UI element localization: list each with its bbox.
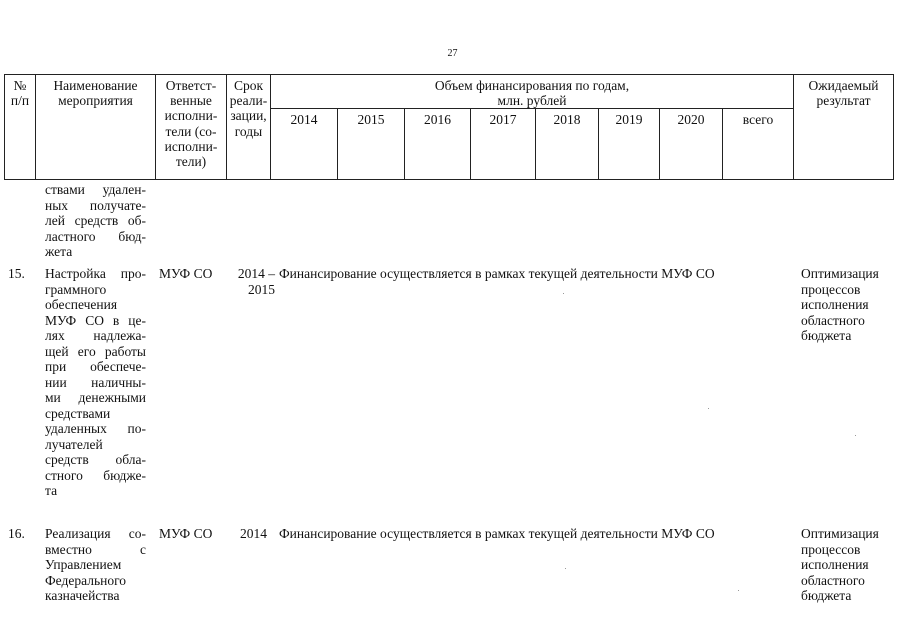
row-number: 16. [8, 526, 25, 541]
header-result: Ожидаемый результат [808, 78, 879, 109]
row-result: Оптимизация процессов исполнения областного бюджета [801, 266, 879, 343]
row-name: Настройка про- граммного обеспечения МУФ СО в це- лях надлежа- щей его работы при обеспече- нии наличны- ми денежными средствами удаленных по- лучателей средств обла- стного бюдже- та [45, 266, 146, 498]
header-year-2015: 2015 [357, 112, 385, 127]
header-year-2018: 2018 [553, 112, 581, 127]
row-responsible: МУФ СО [159, 266, 213, 281]
row-funding: Финансирование осуществляется в рамках текущей деятельности МУФ СО [279, 266, 715, 281]
header-year-2019: 2019 [615, 112, 643, 127]
scan-speck [738, 590, 739, 591]
header-term: Срок реали- зации, годы [229, 78, 268, 139]
row-term: 2014 [240, 526, 267, 541]
page-number: 27 [447, 48, 458, 59]
header-year-2020: 2020 [677, 112, 705, 127]
header-total: всего [742, 112, 774, 127]
header-name: Наименование мероприятия [53, 78, 138, 109]
table-header [4, 74, 894, 180]
continuation-text: ствами удален- ных получате- лей средств об- ластного бюд- жета [45, 182, 146, 259]
scan-speck [563, 293, 564, 294]
scan-speck [708, 408, 709, 409]
row-responsible: МУФ СО [159, 526, 213, 541]
row-result: Оптимизация процессов исполнения областного бюджета [801, 526, 879, 603]
header-responsible: Ответст- венные исполни- тели (со- исполни- тели) [164, 78, 218, 170]
row-term: 2014 – 2015 [237, 266, 275, 297]
scan-speck [565, 568, 566, 569]
header-num: № п/п [10, 78, 30, 109]
header-funding-title: Объем финансирования по годам, млн. рублей [434, 78, 630, 109]
header-year-2016: 2016 [424, 112, 451, 127]
row-funding: Финансирование осуществляется в рамках текущей деятельности МУФ СО [279, 526, 715, 541]
row-name: Реализация со- вместно с Управлением Федерального казначейства [45, 526, 146, 603]
row-number: 15. [8, 266, 25, 281]
header-year-2014: 2014 [290, 112, 318, 127]
header-year-2017: 2017 [489, 112, 517, 127]
scan-speck [855, 435, 856, 436]
